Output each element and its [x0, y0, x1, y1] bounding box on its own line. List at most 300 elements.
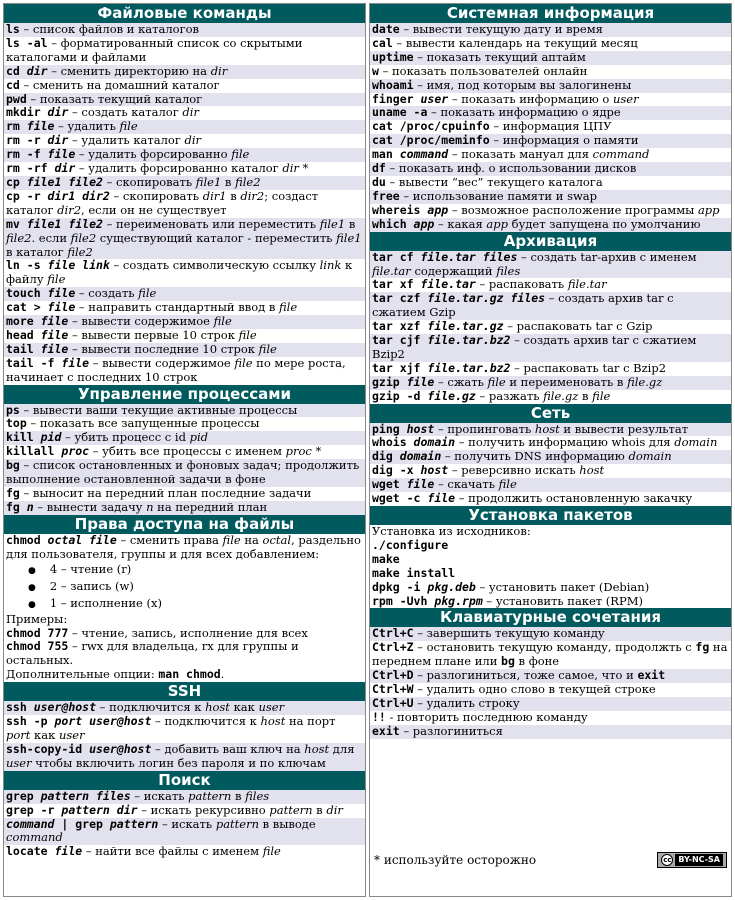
description-text: . — [220, 667, 225, 682]
description-text: – показать мануал для — [448, 147, 593, 162]
text-line — [4, 668, 365, 682]
text-line — [4, 534, 365, 562]
italic-text: file — [234, 355, 253, 370]
description-text: – сменить на домашний каталог — [19, 77, 220, 92]
command-text: tar xf — [372, 277, 421, 292]
description-text: – установить пакет (RPM) — [482, 593, 643, 608]
command-row — [4, 190, 365, 218]
command-text: mv — [6, 216, 27, 231]
italic-text: dir — [210, 63, 228, 78]
command-text: exit — [372, 723, 400, 738]
italic-text: dir2 — [57, 202, 82, 217]
description-text: – завершить текущую команду — [413, 626, 605, 641]
italic-text: file — [222, 532, 241, 547]
italic-text: pid — [189, 430, 208, 445]
section-body — [4, 701, 365, 771]
italic-text: app — [486, 216, 508, 231]
command-row — [4, 743, 365, 771]
command-row — [370, 641, 731, 669]
command-text: uname -a — [372, 105, 428, 120]
section-sysinfo — [370, 4, 731, 232]
italic-text: file — [487, 374, 506, 389]
description-text: – вывести последние 10 строк — [68, 341, 259, 356]
italic-text: files — [496, 263, 521, 278]
command-arg: file — [26, 119, 55, 134]
command-text: man chmod — [158, 667, 221, 682]
command-arg: file.tar files — [420, 249, 518, 264]
italic-text: host — [304, 741, 330, 756]
description-text: – какая — [434, 216, 487, 231]
command-arg: file — [47, 147, 76, 162]
description-text: в — [312, 802, 327, 817]
description-text: в выводе — [259, 816, 316, 831]
command-row — [4, 259, 365, 287]
bullet-item — [4, 562, 365, 579]
description-text: – получить информацию whois для — [455, 435, 675, 450]
italic-text: port — [6, 727, 31, 742]
italic-text: dir — [184, 133, 202, 148]
section-body — [370, 23, 731, 232]
command-text: cp — [6, 174, 27, 189]
section-header: Поиск — [4, 771, 365, 790]
command-text: dig — [372, 449, 400, 464]
command-row — [370, 362, 731, 376]
command-text: ls -al — [6, 35, 48, 50]
description-text: – показать текущий аптайм — [413, 49, 586, 64]
description-text: на порт — [285, 714, 336, 729]
command-text: ln -s — [6, 258, 48, 273]
text-line — [370, 525, 731, 539]
section-body — [370, 251, 731, 404]
description-text: будет запущена по умолчанию — [507, 216, 701, 231]
command-text: make install — [372, 565, 456, 580]
command-arg: file1 file2 — [26, 216, 103, 231]
command-row — [370, 436, 731, 450]
description-text: и переименовать в — [505, 374, 628, 389]
command-arg: dir — [47, 105, 69, 120]
command-row — [370, 697, 731, 711]
description-text: – вывести содержимое — [89, 355, 235, 370]
command-text: tar xjf — [372, 360, 428, 375]
command-arg: host — [406, 421, 435, 436]
description-text: – разжать — [475, 388, 544, 403]
command-row — [4, 93, 365, 107]
command-text: fg — [6, 486, 20, 500]
description-text: в — [345, 216, 356, 231]
command-arg: file — [47, 286, 76, 301]
description-text: – возможное расположение программы — [448, 202, 698, 217]
command-text: tar xzf — [372, 319, 428, 334]
italic-text: dir — [282, 161, 299, 176]
command-row — [370, 450, 731, 464]
command-arg: user@host — [89, 741, 152, 756]
bullet-text: 4 – чтение (r) — [49, 561, 132, 576]
command-row — [4, 818, 365, 846]
command-text: top — [6, 416, 27, 431]
description-text: – установить пакет (Debian) — [475, 579, 650, 594]
italic-text: dir1 — [202, 188, 227, 203]
description-text: – показать пользователей онлайн — [378, 63, 588, 78]
description-text: - повторить последнюю команду — [385, 709, 588, 724]
command-arg: pattern — [109, 816, 159, 831]
command-text: dpkg -i — [372, 579, 428, 594]
command-row — [370, 334, 731, 362]
description-text: – вывести текущую дату и время — [399, 22, 603, 36]
description-text: как — [229, 700, 259, 715]
description-text: – список остановленных и фоновых задач; продолжить выполнение остановленной задачи в фоне — [6, 458, 360, 487]
command-text: ssh -p — [6, 714, 55, 729]
command-text: cal — [372, 35, 393, 50]
command-row — [4, 417, 365, 431]
italic-text: file — [279, 300, 298, 315]
command-text: finger — [372, 91, 421, 106]
text-line — [370, 553, 731, 567]
description-text: – использование памяти и swap — [399, 188, 598, 203]
description-text: – показать текущий каталог — [26, 91, 203, 106]
italic-text: file — [262, 844, 281, 859]
command-arg: command — [6, 816, 55, 831]
command-arg: user@host — [33, 700, 97, 715]
command-row — [4, 431, 365, 445]
command-arg: dir — [26, 63, 48, 78]
command-row — [370, 93, 731, 107]
section-header: Файловые команды — [4, 4, 365, 23]
description-text: – сменить директорию на — [47, 63, 211, 78]
cc-icon: cc — [663, 856, 672, 864]
italic-text: file — [258, 341, 277, 356]
command-row — [370, 278, 731, 292]
command-row — [370, 423, 731, 437]
italic-text: domain — [628, 449, 672, 464]
italic-text: file1 — [336, 230, 362, 245]
command-text: wget -c — [372, 491, 428, 506]
command-text: locate — [6, 844, 55, 859]
command-row — [370, 176, 731, 190]
italic-text: file — [498, 477, 517, 492]
command-text: mkdir — [6, 105, 48, 120]
description-text: – rwx для владельца, rx для группы и остальных. — [6, 639, 299, 668]
command-text: ls — [6, 22, 20, 36]
description-text: * — [298, 161, 309, 176]
description-text: – подключится к — [96, 700, 206, 715]
italic-text: pattern — [215, 816, 259, 831]
description-text: в — [221, 174, 236, 189]
italic-text: file — [47, 272, 66, 287]
section-header: Права доступа на файлы — [4, 515, 365, 534]
description-text: , раздельно для пользователя, группы и для всех добавлением: — [6, 532, 361, 561]
description-text: по мере роста, начинает с последних 10 строк — [6, 355, 346, 384]
description-text: – создать — [75, 286, 139, 301]
description-text: . если — [31, 230, 71, 245]
command-arg: n — [26, 499, 34, 514]
italic-text: octal — [262, 532, 292, 547]
italic-text: file — [238, 327, 257, 342]
section-header: SSH — [4, 682, 365, 701]
command-text: rm -r — [6, 133, 48, 148]
text-line — [4, 627, 365, 641]
command-row — [370, 669, 731, 683]
description-text: – вывести ваши текущие активные процессы — [19, 402, 298, 417]
left-column — [3, 3, 366, 897]
italic-text: app — [697, 202, 720, 217]
command-text: tar czf — [372, 291, 428, 306]
italic-text: file.gz — [543, 388, 579, 403]
command-arg: pattern dir — [61, 802, 138, 817]
command-text: kill — [6, 430, 41, 445]
description-text: – скопировать — [109, 188, 203, 203]
command-row — [370, 79, 731, 93]
description-text: на переднем плане или — [372, 640, 728, 669]
command-row — [4, 162, 365, 176]
command-row — [370, 683, 731, 697]
description-text: на — [240, 532, 263, 547]
description-text: – направить стандартный ввод в — [75, 300, 279, 315]
section-shortcuts — [370, 608, 731, 738]
description-text: чтобы включить логин без пароля и по ключам — [31, 755, 326, 770]
command-arg: port user@host — [54, 714, 152, 729]
command-text: grep -r — [6, 802, 62, 817]
description-text: * — [311, 444, 322, 459]
command-text: Ctrl+W — [372, 682, 414, 697]
command-arg: domain — [413, 435, 456, 450]
command-row — [4, 287, 365, 301]
command-text: cp -r — [6, 188, 48, 203]
description-text: – информация ЦПУ — [489, 119, 612, 134]
command-text: df — [372, 161, 386, 176]
description-text: – разлогиниться — [399, 723, 503, 738]
command-text: tail -f — [6, 355, 62, 370]
command-text: wget — [372, 477, 407, 492]
description-text: в каталог — [6, 244, 68, 259]
command-row — [4, 445, 365, 459]
command-text: grep — [6, 788, 41, 803]
command-text: gzip -d — [372, 388, 428, 403]
command-row — [4, 357, 365, 385]
description-text: Установка из исходников: — [372, 524, 531, 538]
command-row — [4, 845, 365, 859]
command-arg: file.tar.bz2 — [427, 333, 511, 348]
section-archive — [370, 232, 731, 404]
description-text: – вынести задачу — [33, 499, 147, 514]
command-row — [370, 627, 731, 641]
command-arg: dir — [54, 161, 76, 176]
command-arg: file — [61, 355, 90, 370]
command-text: free — [372, 188, 400, 203]
command-row — [4, 23, 365, 37]
description-text: – создать архив tar с сжатием Bzip2 — [372, 333, 697, 361]
description-text: в — [231, 788, 246, 803]
command-arg: pkg.deb — [427, 579, 476, 594]
command-row — [4, 487, 365, 501]
italic-text: dir — [182, 105, 199, 120]
description-text: – убить процесс с id — [61, 430, 190, 445]
command-text: fg — [6, 499, 27, 514]
command-text: Ctrl+D — [372, 668, 414, 683]
command-text: whois — [372, 435, 414, 450]
spacer — [370, 739, 731, 846]
italic-text: user — [258, 700, 285, 715]
command-text: pwd — [6, 91, 27, 106]
italic-text: file — [213, 314, 232, 329]
description-text: – убить все процессы с именем — [89, 444, 286, 459]
italic-text: file.tar — [567, 277, 607, 292]
description-text: , если он не существует — [81, 202, 227, 217]
description-text: – создать tar-архив с именем — [517, 249, 697, 264]
command-text: tar cjf — [372, 333, 428, 348]
command-row — [4, 804, 365, 818]
command-arg: proc — [61, 444, 90, 459]
command-row — [370, 711, 731, 725]
command-row — [4, 315, 365, 329]
command-arg: app — [413, 216, 435, 231]
command-row — [4, 329, 365, 343]
command-text: head — [6, 327, 41, 342]
section-body — [4, 790, 365, 860]
italic-text: proc — [285, 444, 312, 459]
text-line — [370, 581, 731, 595]
italic-text: user — [6, 755, 32, 770]
description-text: – скопировать — [102, 174, 196, 189]
command-row — [370, 120, 731, 134]
command-row — [370, 23, 731, 37]
description-text: – вывести “вес” текущего каталога — [385, 174, 603, 189]
italic-text: pattern — [269, 802, 313, 817]
command-text: rm — [6, 119, 27, 134]
command-row — [370, 320, 731, 334]
section-body — [370, 627, 731, 738]
description-text: – имя, под которым вы залогинены — [413, 77, 632, 92]
command-row — [4, 301, 365, 315]
description-text: – разлогиниться, тоже самое, что и — [413, 668, 638, 683]
cc-license-badge — [657, 852, 727, 868]
italic-text: file.tar — [372, 263, 411, 278]
command-row — [4, 404, 365, 418]
command-arg: domain — [399, 449, 442, 464]
command-text: cd — [6, 77, 20, 92]
italic-text: file — [231, 147, 250, 162]
command-arg: file.tar.bz2 — [427, 360, 511, 375]
command-row — [4, 501, 365, 515]
italic-text: n — [146, 499, 154, 514]
command-row — [370, 376, 731, 390]
italic-text: command — [6, 830, 63, 845]
text-line — [370, 539, 731, 553]
bullet-text: 1 – исполнение (x) — [49, 595, 162, 610]
description-text: – создать каталог — [68, 105, 183, 120]
text-line — [370, 567, 731, 581]
command-row — [370, 492, 731, 506]
description-text: ; создаст каталог — [6, 188, 319, 217]
command-text: which — [372, 216, 414, 231]
italic-text: host — [579, 463, 605, 478]
command-row — [4, 790, 365, 804]
command-text: whereis — [372, 202, 428, 217]
command-arg: file — [427, 491, 456, 506]
description-text: – показать все запущенные процессы — [26, 416, 260, 431]
license-text: BY-NC-SA — [675, 854, 723, 866]
description-text: содержащий — [410, 263, 497, 278]
command-arg: file — [406, 477, 435, 492]
section-header: Управление процессами — [4, 385, 365, 404]
description-text: – вывести календарь на текущий месяц — [392, 35, 638, 50]
description-text: – распаковать tar с Bzip2 — [510, 360, 667, 375]
command-text: rm -f — [6, 147, 48, 162]
command-text: tail — [6, 341, 41, 356]
text-line — [4, 640, 365, 668]
description-text: – создать символическую ссылку — [109, 258, 320, 273]
description-text: – форматированный список со скрытыми каталогами и файлами — [6, 35, 303, 64]
command-text: w — [372, 63, 379, 78]
command-text: dig -x — [372, 463, 421, 478]
command-row — [4, 176, 365, 190]
command-row — [4, 134, 365, 148]
section-processes — [4, 385, 365, 515]
italic-text: file2 — [67, 244, 93, 259]
italic-text: host — [205, 700, 230, 715]
command-text: cat > — [6, 300, 48, 315]
command-text: chmod 777 — [6, 625, 69, 640]
description-text: – распаковать tar с Gzip — [503, 319, 653, 334]
command-text: touch — [6, 286, 48, 301]
description-text: – выносит на передний план последние задачи — [19, 486, 312, 500]
command-row — [4, 148, 365, 162]
right-sections — [370, 4, 731, 739]
command-row — [4, 65, 365, 79]
command-row — [370, 37, 731, 51]
command-text: ./configure — [372, 537, 449, 552]
description-text: – распаковать — [475, 277, 568, 292]
italic-text: file2 — [235, 174, 261, 189]
description-text: – показать информацию о — [448, 91, 613, 106]
section-packages — [370, 506, 731, 608]
italic-text: files — [245, 788, 270, 803]
section-ssh — [4, 682, 365, 771]
italic-text: file1 — [195, 174, 222, 189]
description-text: – остановить текущую команду, продолжть с — [413, 640, 696, 655]
footer — [370, 846, 731, 896]
command-row — [4, 120, 365, 134]
description-text: – подключится к — [151, 714, 261, 729]
command-text: ps — [6, 402, 20, 417]
italic-text: file1 — [319, 216, 346, 231]
command-text: fg — [695, 640, 710, 655]
command-text: gzip — [372, 374, 407, 389]
command-arg: file link — [47, 258, 110, 273]
italic-text: user — [613, 91, 639, 106]
command-row — [4, 37, 365, 65]
description-text: как — [30, 727, 59, 742]
command-row — [4, 701, 365, 715]
command-row — [370, 51, 731, 65]
section-network — [370, 404, 731, 506]
description-text: в — [578, 388, 593, 403]
command-arg: file.tar.gz — [427, 319, 504, 334]
section-body — [370, 525, 731, 608]
command-row — [370, 725, 731, 739]
description-text: – найти все файлы с именем — [82, 844, 263, 859]
command-arg: dir1 dir2 — [47, 188, 110, 203]
description-text: к файлу — [6, 258, 353, 287]
description-text: – продолжить остановленную закачку — [455, 491, 693, 506]
command-text: | grep — [54, 816, 110, 831]
section-header: Сеть — [370, 404, 731, 423]
command-text: cat /proc/meminfo — [372, 133, 490, 148]
description-text: – реверсивно искать — [448, 463, 580, 478]
description-text: – искать рекурсивно — [137, 802, 270, 817]
command-arg: file — [40, 314, 69, 329]
command-arg: file1 file2 — [26, 174, 103, 189]
section-header: Архивация — [370, 232, 731, 251]
